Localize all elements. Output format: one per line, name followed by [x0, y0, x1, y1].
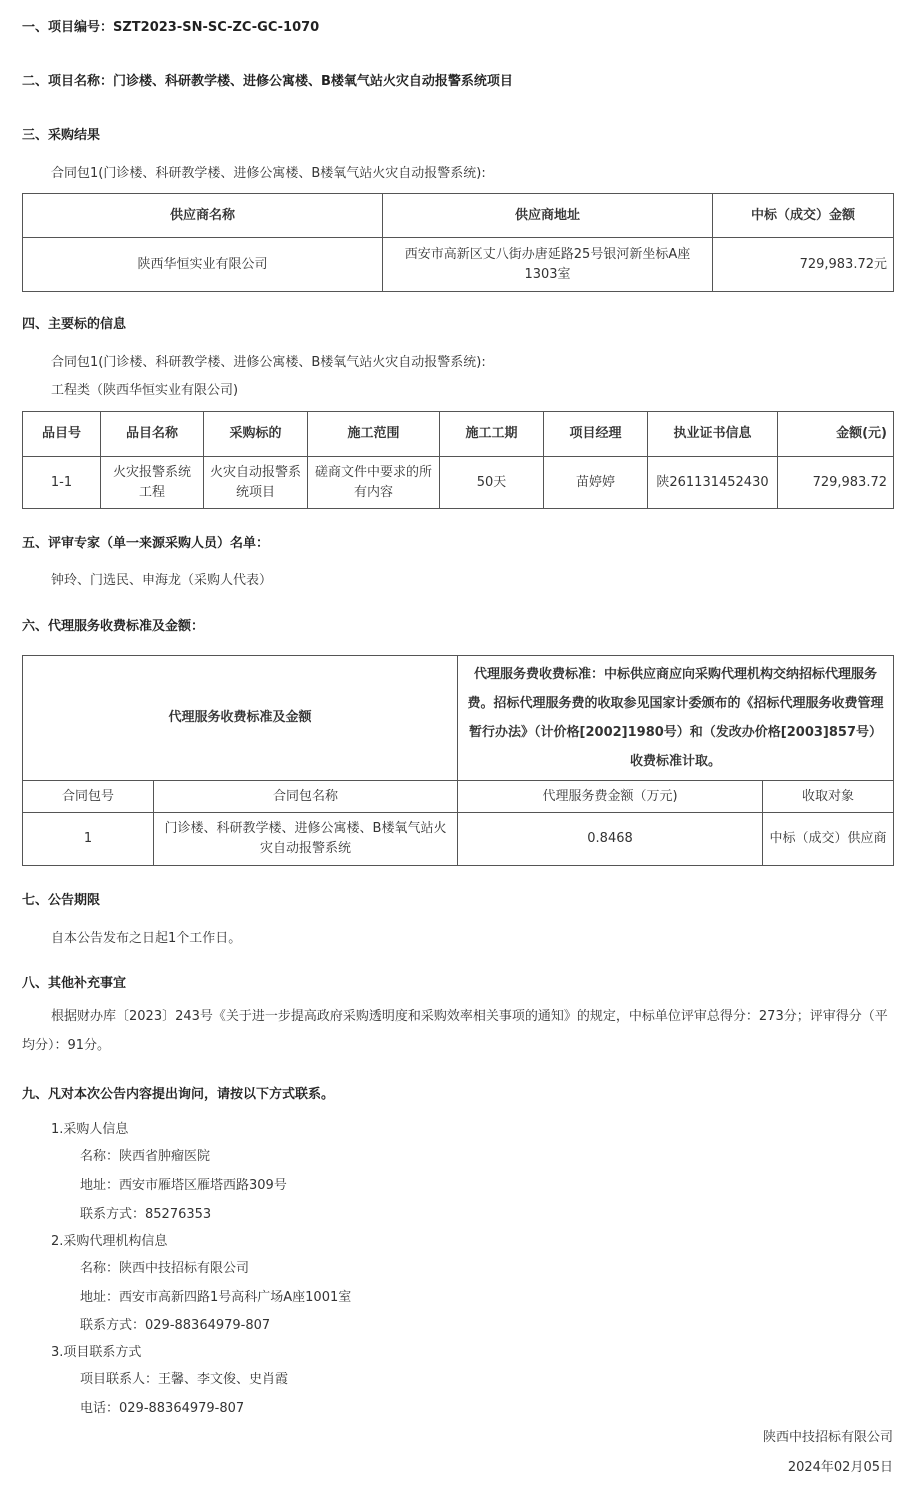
winning-amount-cell: 729,983.72元	[713, 238, 894, 292]
review-experts-names: 钟玲、门选民、申海龙（采购人代表）	[51, 573, 273, 588]
certificate-cell: 陕261131452430	[648, 457, 778, 509]
col-item-no: 品目号	[23, 412, 101, 457]
construction-period-cell: 50天	[440, 457, 544, 509]
table-row	[23, 238, 894, 292]
agency-address: 地址：西安市高新四路1号高科广场A座1001室	[80, 1290, 352, 1305]
supplier-name-cell: 陕西华恒实业有限公司	[23, 238, 383, 292]
signature-org: 陕西中技招标有限公司	[762, 1430, 893, 1445]
buyer-contact: 联系方式：85276353	[80, 1207, 212, 1222]
procurement-subject-cell: 火灾自动报警系统项目	[204, 457, 308, 509]
supplementary-text: 根据财办库〔2023〕243号《关于进一步提高政府采购透明度和采购效率相关事项的通知》的规定，中标单位评审总得分：273分；评审得分（平均分）：91分。	[22, 1009, 888, 1053]
col-supplier-address: 供应商地址	[383, 194, 713, 238]
col-procurement-subject: 采购标的	[204, 412, 308, 457]
col-winning-amount: 中标（成交）金额	[713, 194, 894, 238]
supplier-address-cell: 西安市高新区丈八街办唐延路25号银河新坐标A座1303室	[383, 238, 713, 292]
project-contacts: 项目联系人：王馨、李文俊、史肖霞	[80, 1372, 289, 1387]
project-number-line	[22, 16, 319, 35]
project-manager-cell: 苗婷婷	[544, 457, 648, 509]
col-project-manager: 项目经理	[544, 412, 648, 457]
buyer-info-heading: 1.采购人信息	[51, 1122, 129, 1137]
fee-table-header	[23, 781, 894, 813]
project-number-label: 一、项目编号：	[22, 20, 114, 35]
col-package-no: 合同包号	[23, 781, 154, 813]
col-amount: 金额(元)	[778, 412, 894, 457]
subject-table-header	[23, 412, 894, 457]
item-no-cell: 1-1	[23, 457, 101, 509]
agency-fee-table	[22, 655, 894, 866]
col-fee-amount: 代理服务费金额（万元)	[458, 781, 763, 813]
announcement-period-text: 自本公告发布之日起1个工作日。	[51, 931, 242, 946]
agency-contact: 联系方式：029-88364979-807	[80, 1318, 271, 1333]
fee-payer-cell: 中标（成交）供应商	[763, 813, 894, 866]
subject-table	[22, 411, 894, 509]
result-table-header	[23, 194, 894, 238]
agency-name: 名称：陕西中技招标有限公司	[80, 1261, 250, 1276]
package-no-cell: 1	[23, 813, 154, 866]
table-row	[23, 813, 894, 866]
item-name-cell: 火灾报警系统工程	[101, 457, 204, 509]
buyer-address: 地址：西安市雁塔区雁塔西路309号	[80, 1178, 287, 1193]
table-row	[23, 457, 894, 509]
fee-standard-label: 代理服务收费标准及金额	[23, 656, 458, 781]
col-supplier-name: 供应商名称	[23, 194, 383, 238]
package-name-cell: 门诊楼、科研教学楼、进修公寓楼、B楼氧气站火灾自动报警系统	[154, 813, 458, 866]
col-package-name: 合同包名称	[154, 781, 458, 813]
main-subject-heading: 四、主要标的信息	[22, 317, 127, 332]
signature-date: 2024年02月05日	[787, 1460, 893, 1475]
amount-cell: 729,983.72	[778, 457, 894, 509]
contact-heading: 九、凡对本次公告内容提出询问，请按以下方式联系。	[22, 1087, 335, 1102]
project-number-value: SZT2023-SN-SC-ZC-GC-1070	[113, 20, 320, 35]
buyer-name: 名称：陕西省肿瘤医院	[80, 1149, 211, 1164]
project-name-line	[22, 70, 513, 89]
result-package-line: 合同包1(门诊楼、科研教学楼、进修公寓楼、B楼氧气站火灾自动报警系统):	[51, 166, 486, 181]
subject-category-line: 工程类（陕西华恒实业有限公司)	[51, 383, 239, 398]
fee-amount-cell: 0.8468	[458, 813, 763, 866]
col-construction-scope: 施工范围	[308, 412, 440, 457]
col-certificate: 执业证书信息	[648, 412, 778, 457]
announcement-period-heading: 七、公告期限	[22, 893, 101, 908]
agency-info-heading: 2.采购代理机构信息	[51, 1234, 168, 1249]
construction-scope-cell: 磋商文件中要求的所有内容	[308, 457, 440, 509]
col-fee-payer: 收取对象	[763, 781, 894, 813]
supplementary-heading: 八、其他补充事宜	[22, 976, 127, 991]
col-construction-period: 施工工期	[440, 412, 544, 457]
result-table	[22, 193, 894, 292]
fee-standard-row	[23, 656, 894, 781]
agency-fee-heading: 六、代理服务收费标准及金额：	[22, 619, 205, 634]
procurement-result-heading: 三、采购结果	[22, 128, 101, 143]
fee-standard-text: 代理服务费收费标准：中标供应商应向采购代理机构交纳招标代理服务费。招标代理服务费的收取参见国家计委颁布的《招标代理服务收费管理暂行办法》（计价格[2002]1980号）和（发改办价格[2003]857号）收费标准计取。	[458, 656, 894, 781]
project-contact-heading: 3.项目联系方式	[51, 1345, 142, 1360]
review-experts-heading: 五、评审专家（单一来源采购人员）名单：	[22, 536, 270, 551]
project-name-value: 门诊楼、科研教学楼、进修公寓楼、B楼氧气站火灾自动报警系统项目	[113, 74, 513, 89]
subject-package-line: 合同包1(门诊楼、科研教学楼、进修公寓楼、B楼氧气站火灾自动报警系统):	[51, 355, 486, 370]
col-item-name: 品目名称	[101, 412, 204, 457]
project-phone: 电话：029-88364979-807	[80, 1401, 245, 1416]
project-name-label: 二、项目名称：	[22, 74, 114, 89]
